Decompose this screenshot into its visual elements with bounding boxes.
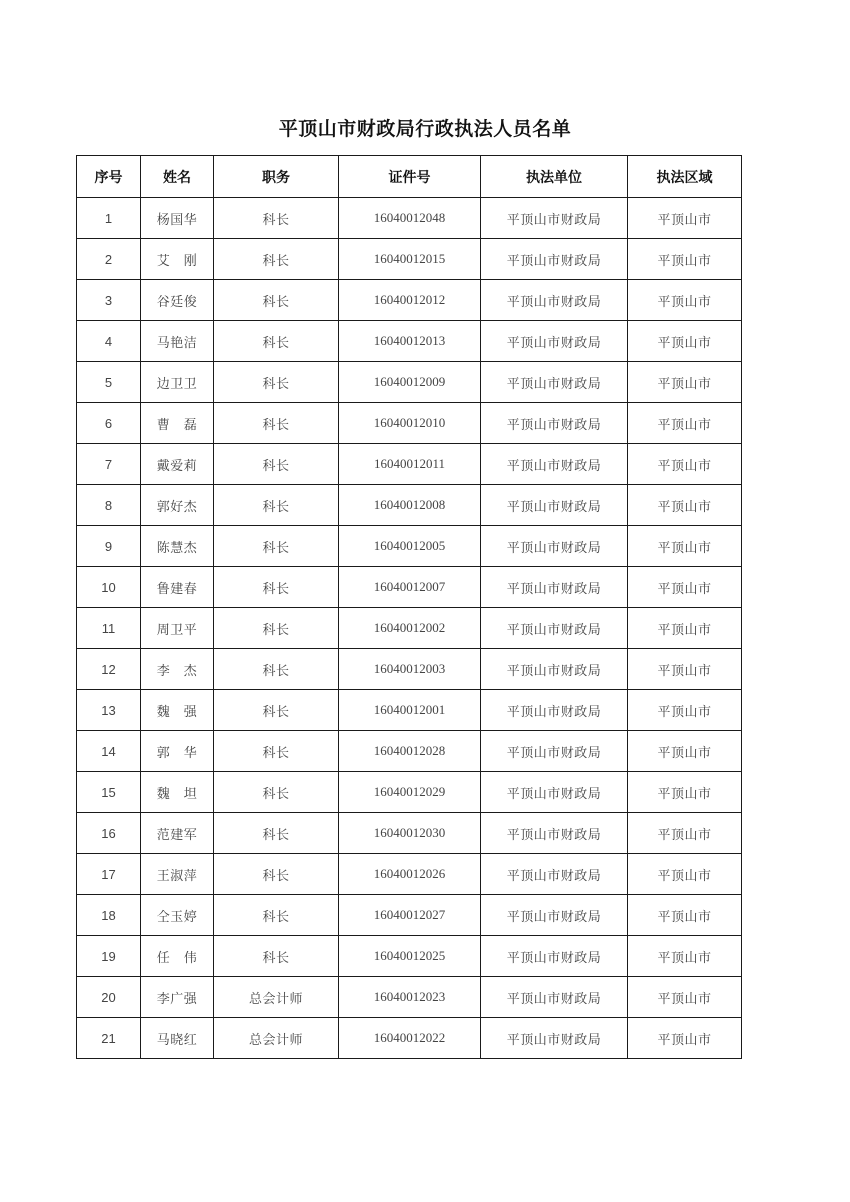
- cell-unit: 平顶山市财政局: [481, 198, 628, 239]
- cell-unit: 平顶山市财政局: [481, 1018, 628, 1059]
- cell-unit: 平顶山市财政局: [481, 895, 628, 936]
- cell-area: 平顶山市: [628, 813, 742, 854]
- cell-no: 5: [77, 362, 141, 403]
- document-title: 平顶山市财政局行政执法人员名单: [278, 118, 572, 140]
- table-row: [77, 895, 742, 936]
- cell-cert-no: 16040012022: [339, 1018, 481, 1059]
- cell-unit: 平顶山市财政局: [481, 444, 628, 485]
- cell-position: 科长: [214, 280, 339, 321]
- table-row: [77, 403, 742, 444]
- cell-no: 7: [77, 444, 141, 485]
- cell-no: 10: [77, 567, 141, 608]
- cell-area: 平顶山市: [628, 1018, 742, 1059]
- cell-cert-no: 16040012010: [339, 403, 481, 444]
- cell-name: 李 杰: [141, 649, 214, 690]
- cell-area: 平顶山市: [628, 526, 742, 567]
- cell-name: 李广强: [141, 977, 214, 1018]
- cell-no: 21: [77, 1018, 141, 1059]
- cell-unit: 平顶山市财政局: [481, 280, 628, 321]
- cell-cert-no: 16040012027: [339, 895, 481, 936]
- cell-cert-no: 16040012005: [339, 526, 481, 567]
- cell-area: 平顶山市: [628, 772, 742, 813]
- cell-name: 谷廷俊: [141, 280, 214, 321]
- column-header-area: 执法区域: [628, 156, 742, 198]
- cell-name: 鲁建春: [141, 567, 214, 608]
- cell-area: 平顶山市: [628, 608, 742, 649]
- cell-name: 魏 坦: [141, 772, 214, 813]
- cell-area: 平顶山市: [628, 362, 742, 403]
- table-row: [77, 1018, 742, 1059]
- cell-no: 14: [77, 731, 141, 772]
- cell-cert-no: 16040012013: [339, 321, 481, 362]
- cell-no: 6: [77, 403, 141, 444]
- cell-cert-no: 16040012023: [339, 977, 481, 1018]
- column-header-name: 姓名: [141, 156, 214, 198]
- cell-name: 边卫卫: [141, 362, 214, 403]
- cell-cert-no: 16040012030: [339, 813, 481, 854]
- cell-name: 郭 华: [141, 731, 214, 772]
- cell-cert-no: 16040012007: [339, 567, 481, 608]
- table-row: [77, 321, 742, 362]
- cell-no: 2: [77, 239, 141, 280]
- cell-position: 科长: [214, 321, 339, 362]
- cell-area: 平顶山市: [628, 854, 742, 895]
- cell-unit: 平顶山市财政局: [481, 239, 628, 280]
- cell-cert-no: 16040012025: [339, 936, 481, 977]
- table-row: [77, 485, 742, 526]
- cell-unit: 平顶山市财政局: [481, 321, 628, 362]
- cell-unit: 平顶山市财政局: [481, 608, 628, 649]
- cell-area: 平顶山市: [628, 731, 742, 772]
- cell-cert-no: 16040012048: [339, 198, 481, 239]
- cell-name: 陈慧杰: [141, 526, 214, 567]
- cell-name: 杨国华: [141, 198, 214, 239]
- table-row: [77, 731, 742, 772]
- cell-position: 科长: [214, 854, 339, 895]
- cell-position: 科长: [214, 239, 339, 280]
- cell-area: 平顶山市: [628, 198, 742, 239]
- table-row: [77, 813, 742, 854]
- cell-unit: 平顶山市财政局: [481, 362, 628, 403]
- cell-unit: 平顶山市财政局: [481, 813, 628, 854]
- cell-area: 平顶山市: [628, 649, 742, 690]
- cell-cert-no: 16040012009: [339, 362, 481, 403]
- cell-no: 9: [77, 526, 141, 567]
- cell-cert-no: 16040012029: [339, 772, 481, 813]
- cell-position: 科长: [214, 772, 339, 813]
- table-row: [77, 526, 742, 567]
- cell-position: 科长: [214, 813, 339, 854]
- cell-area: 平顶山市: [628, 321, 742, 362]
- cell-position: 总会计师: [214, 1018, 339, 1059]
- cell-unit: 平顶山市财政局: [481, 649, 628, 690]
- cell-area: 平顶山市: [628, 280, 742, 321]
- cell-cert-no: 16040012028: [339, 731, 481, 772]
- cell-position: 科长: [214, 362, 339, 403]
- table-row: [77, 444, 742, 485]
- cell-position: 科长: [214, 895, 339, 936]
- cell-name: 魏 强: [141, 690, 214, 731]
- cell-unit: 平顶山市财政局: [481, 936, 628, 977]
- cell-position: 科长: [214, 690, 339, 731]
- cell-no: 12: [77, 649, 141, 690]
- cell-no: 11: [77, 608, 141, 649]
- cell-name: 戴爱莉: [141, 444, 214, 485]
- cell-cert-no: 16040012001: [339, 690, 481, 731]
- cell-no: 16: [77, 813, 141, 854]
- cell-name: 艾 刚: [141, 239, 214, 280]
- cell-name: 马艳洁: [141, 321, 214, 362]
- cell-area: 平顶山市: [628, 403, 742, 444]
- table-row: [77, 567, 742, 608]
- cell-name: 任 伟: [141, 936, 214, 977]
- table-header-row: [77, 156, 742, 198]
- cell-no: 4: [77, 321, 141, 362]
- cell-area: 平顶山市: [628, 977, 742, 1018]
- cell-area: 平顶山市: [628, 567, 742, 608]
- cell-position: 总会计师: [214, 977, 339, 1018]
- table-row: [77, 239, 742, 280]
- cell-name: 马晓红: [141, 1018, 214, 1059]
- cell-area: 平顶山市: [628, 895, 742, 936]
- column-header-unit: 执法单位: [481, 156, 628, 198]
- cell-position: 科长: [214, 403, 339, 444]
- cell-area: 平顶山市: [628, 444, 742, 485]
- cell-position: 科长: [214, 936, 339, 977]
- table-row: [77, 936, 742, 977]
- cell-unit: 平顶山市财政局: [481, 690, 628, 731]
- cell-unit: 平顶山市财政局: [481, 485, 628, 526]
- cell-no: 8: [77, 485, 141, 526]
- cell-unit: 平顶山市财政局: [481, 731, 628, 772]
- cell-unit: 平顶山市财政局: [481, 854, 628, 895]
- table-row: [77, 608, 742, 649]
- cell-name: 曹 磊: [141, 403, 214, 444]
- column-header-position: 职务: [214, 156, 339, 198]
- table-row: [77, 649, 742, 690]
- cell-unit: 平顶山市财政局: [481, 403, 628, 444]
- cell-area: 平顶山市: [628, 690, 742, 731]
- cell-no: 1: [77, 198, 141, 239]
- cell-no: 17: [77, 854, 141, 895]
- cell-no: 20: [77, 977, 141, 1018]
- cell-unit: 平顶山市财政局: [481, 526, 628, 567]
- cell-cert-no: 16040012002: [339, 608, 481, 649]
- cell-position: 科长: [214, 608, 339, 649]
- cell-position: 科长: [214, 444, 339, 485]
- table-row: [77, 690, 742, 731]
- table-row: [77, 362, 742, 403]
- cell-cert-no: 16040012003: [339, 649, 481, 690]
- cell-area: 平顶山市: [628, 239, 742, 280]
- cell-cert-no: 16040012012: [339, 280, 481, 321]
- cell-no: 13: [77, 690, 141, 731]
- cell-position: 科长: [214, 567, 339, 608]
- cell-position: 科长: [214, 485, 339, 526]
- cell-area: 平顶山市: [628, 936, 742, 977]
- cell-name: 范建军: [141, 813, 214, 854]
- cell-position: 科长: [214, 198, 339, 239]
- table-row: [77, 198, 742, 239]
- cell-cert-no: 16040012015: [339, 239, 481, 280]
- personnel-table: [76, 155, 742, 1059]
- cell-name: 仝玉婷: [141, 895, 214, 936]
- cell-cert-no: 16040012011: [339, 444, 481, 485]
- cell-no: 15: [77, 772, 141, 813]
- cell-position: 科长: [214, 731, 339, 772]
- cell-cert-no: 16040012026: [339, 854, 481, 895]
- cell-no: 18: [77, 895, 141, 936]
- cell-no: 3: [77, 280, 141, 321]
- column-header-no: 序号: [77, 156, 141, 198]
- table-row: [77, 772, 742, 813]
- cell-unit: 平顶山市财政局: [481, 772, 628, 813]
- cell-area: 平顶山市: [628, 485, 742, 526]
- cell-name: 王淑萍: [141, 854, 214, 895]
- cell-position: 科长: [214, 526, 339, 567]
- cell-name: 郭好杰: [141, 485, 214, 526]
- cell-unit: 平顶山市财政局: [481, 977, 628, 1018]
- table-body: [77, 198, 742, 1059]
- cell-unit: 平顶山市财政局: [481, 567, 628, 608]
- table-row: [77, 977, 742, 1018]
- cell-name: 周卫平: [141, 608, 214, 649]
- table-row: [77, 854, 742, 895]
- cell-cert-no: 16040012008: [339, 485, 481, 526]
- column-header-cert-no: 证件号: [339, 156, 481, 198]
- table-row: [77, 280, 742, 321]
- cell-position: 科长: [214, 649, 339, 690]
- cell-no: 19: [77, 936, 141, 977]
